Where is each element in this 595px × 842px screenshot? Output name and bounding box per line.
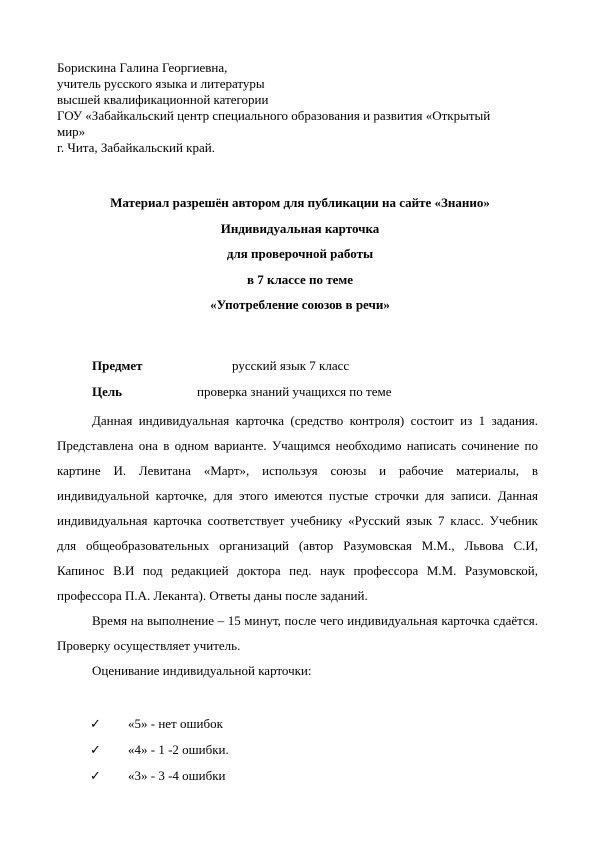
grading-item-text: «4» - 1 -2 ошибки. — [128, 742, 229, 757]
grading-item-text: «5» - нет ошибок — [128, 716, 223, 731]
title-block — [60, 195, 540, 323]
author-city: г. Чита, Забайкальский край. — [57, 140, 215, 155]
checkmark-icon: ✓ — [90, 768, 101, 783]
goal-label: Цель — [92, 384, 123, 399]
grading-item — [90, 716, 223, 732]
grading-heading: Оценивание индивидуальной карточки: — [92, 663, 312, 678]
author-position: учитель русского языка и литературы — [57, 76, 265, 91]
author-organization: ГОУ «Забайкальский центр специального образования и развития «Открытый — [57, 108, 491, 123]
body-text — [57, 408, 538, 683]
card-purpose: для проверочной работы — [226, 246, 374, 261]
author-category: высшей квалификационной категории — [57, 92, 269, 107]
grading-item-text: «3» - 3 -4 ошибки — [128, 768, 226, 783]
card-grade: в 7 классе по теме — [246, 271, 354, 287]
grading-item — [90, 742, 229, 758]
subject-label: Предмет — [92, 358, 143, 373]
time-paragraph: Время на выполнение – 15 минут, после чего индивидуальная карточка сдаётся. Проверку осуществляет учитель. — [57, 613, 538, 653]
grading-item — [90, 768, 226, 784]
description-paragraph: Данная индивидуальная карточка (средство контроля) состоит из 1 задания. Представлена она в одном варианте. Учащимся необходимо написать сочинение по картине И. Левитана «Март», используя союзы и рабочие материалы, в индивидуальной карточке, для этого имеются пустые строчки для записи. Данная индивидуальная карточка соответствует учебнику «Русский язык 7 класс. Учебник для общеобразовательных организаций (автор Разумовская М.М., Львова С.И, Капинос В.И под редакцией доктора пед. наук профессора М.М. Разумовской, профессора П.А. Леканта). Ответы даны после заданий. — [57, 413, 538, 603]
checkmark-icon: ✓ — [90, 742, 101, 757]
checkmark-icon: ✓ — [90, 716, 101, 731]
card-title: Индивидуальная карточка — [220, 220, 380, 236]
author-organization-continued: мир» — [57, 124, 86, 139]
card-topic: «Употребление союзов в речи» — [210, 297, 390, 312]
permission-notice: Материал разрешён автором для публикации на сайте «Знанио» — [110, 195, 490, 210]
subject-value: русский язык 7 класс — [232, 358, 350, 373]
goal-value: проверка знаний учащихся по теме — [197, 384, 392, 399]
author-name: Борискина Галина Георгиевна, — [57, 60, 228, 75]
author-info — [57, 60, 537, 156]
